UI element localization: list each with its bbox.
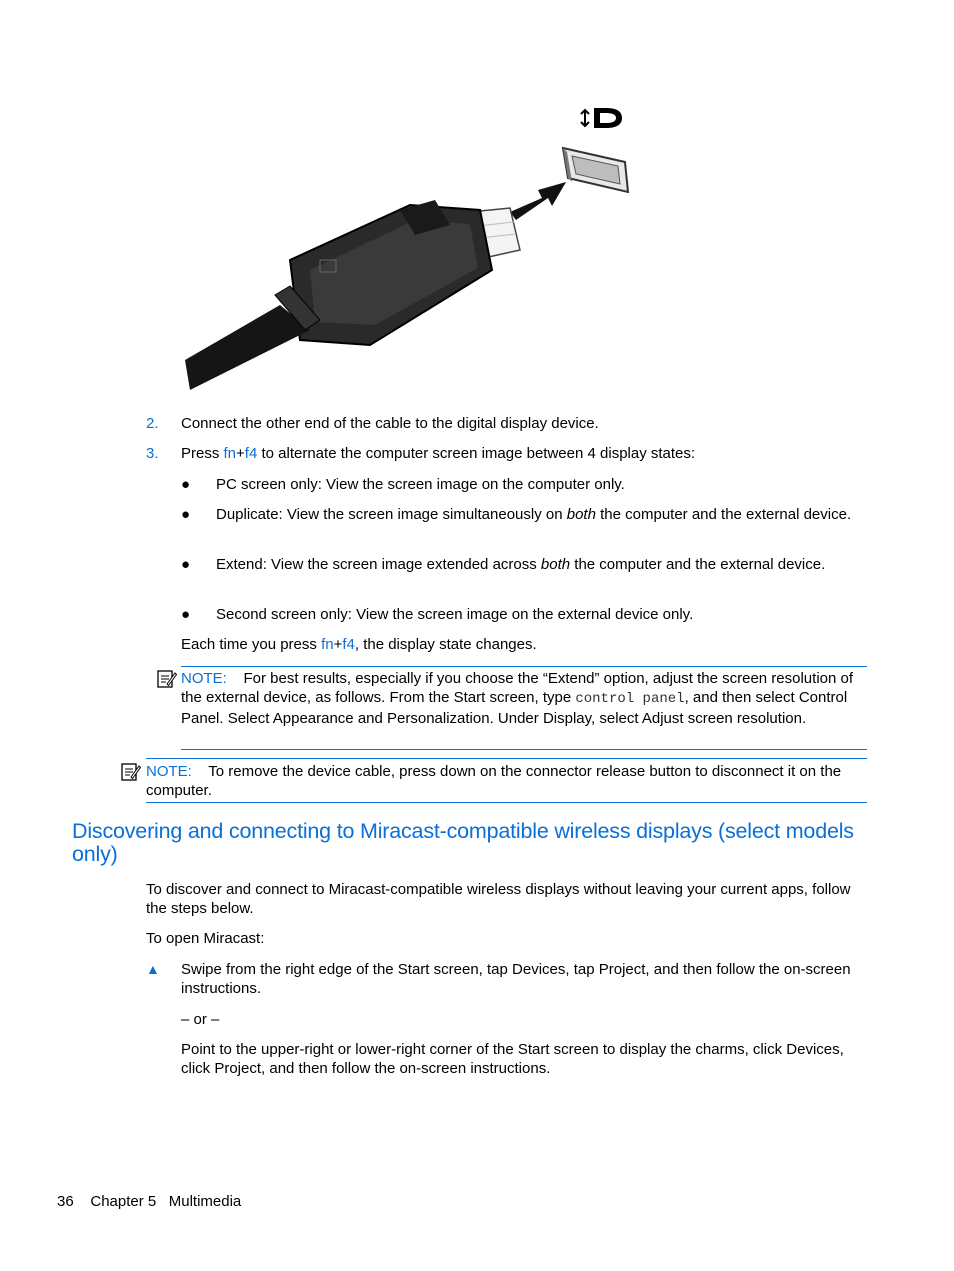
step-text: Connect the other end of the cable to the digital display device.	[181, 415, 599, 432]
paragraph: To discover and connect to Miracast-compatible wireless displays without leaving your current apps, follow the steps below.	[146, 881, 851, 917]
list-item: Extend: View the screen image extended across both the computer and the external device.	[216, 556, 826, 573]
f4-key-link[interactable]: f4	[342, 636, 355, 653]
note-text: NOTE: To remove the device cable, press down on the connector release button to disconnect it on the computer.	[146, 763, 842, 799]
step-number: 2.	[146, 415, 159, 432]
bullet-glyph: ●	[181, 606, 191, 623]
paragraph: To open Miracast:	[146, 930, 265, 947]
list-item: Duplicate: View the screen image simultaneously on both the computer and the external device.	[216, 506, 852, 523]
note-label: NOTE:	[181, 670, 227, 687]
chapter-title: Multimedia	[168, 1193, 242, 1210]
chapter-label: Chapter 5	[90, 1193, 157, 1210]
note-text: NOTE: For best results, especially if you choose the “Extend” option, adjust the screen resolution of the external device, as follows. From the Start screen, type control panel, and then select Control Panel. Select Appearance and Personalization. Under Display, select Adjust screen resolution.	[181, 670, 854, 727]
list-item: PC screen only: View the screen image on the computer only.	[216, 476, 625, 493]
list-item: Second screen only: View the screen image on the external device only.	[216, 606, 694, 623]
code-text: control panel	[575, 691, 685, 707]
displayport-logo-icon	[581, 108, 622, 128]
fn-key-link[interactable]: fn	[223, 445, 237, 462]
note-icon	[121, 762, 141, 782]
step-text: Point to the upper-right or lower-right corner of the Start screen to display the charms, click Devices, click Project, and then follow the on-screen instructions.	[181, 1041, 844, 1077]
bullet-glyph: ●	[181, 476, 191, 493]
connector-body-icon	[290, 200, 492, 345]
paragraph: Each time you press fn+f4, the display state changes.	[181, 636, 537, 653]
bullet-glyph: ●	[181, 556, 191, 573]
step-number: 3.	[146, 445, 159, 462]
step-text: Swipe from the right edge of the Start screen, tap Devices, tap Project, and then follow the on-screen instructions.	[181, 961, 851, 997]
insert-arrow-icon	[510, 182, 566, 220]
f4-key-link[interactable]: f4	[244, 445, 258, 462]
note-label: NOTE:	[146, 763, 192, 780]
displayport-illustration	[180, 100, 640, 400]
note-icon	[157, 669, 177, 689]
bullet-glyph: ●	[181, 506, 191, 523]
fn-key-link[interactable]: fn	[321, 636, 334, 653]
display-port-icon	[563, 148, 628, 192]
page-number: 36	[57, 1193, 74, 1210]
section-heading: Discovering and connecting to Miracast-compatible wireless displays (select models only)	[72, 819, 854, 866]
step-text: Press fn+f4 to alternate the computer screen image between 4 display states:	[181, 445, 696, 462]
or-separator: – or –	[181, 1011, 220, 1028]
triangle-bullet-icon: ▲	[146, 961, 160, 977]
page-footer	[57, 1192, 241, 1211]
